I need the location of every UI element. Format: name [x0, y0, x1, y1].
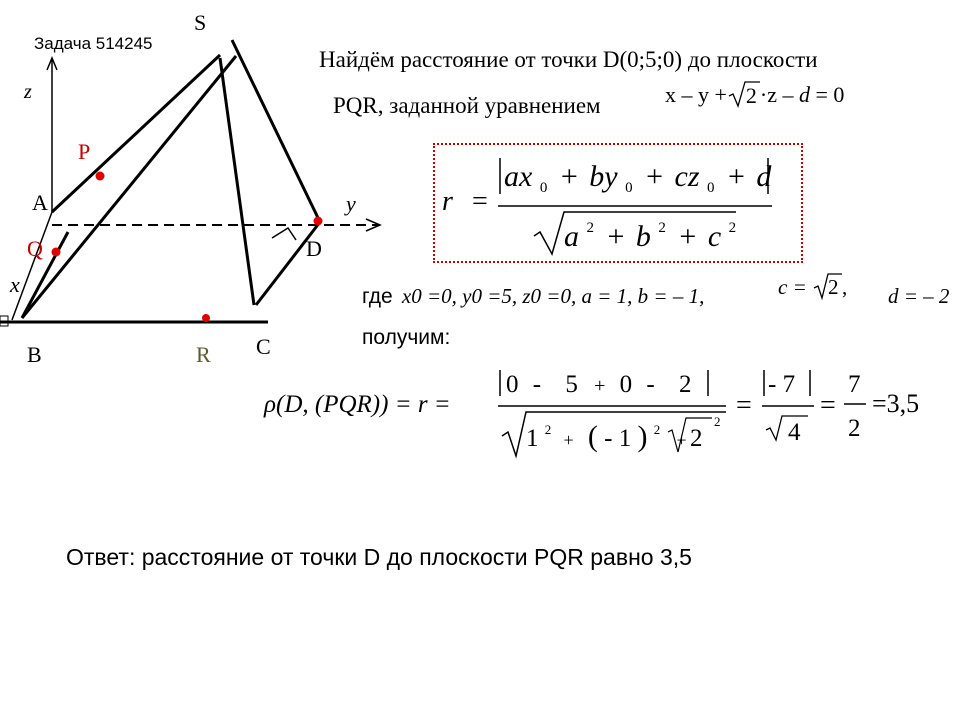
- res-den-pow2: 2: [653, 422, 661, 437]
- num-plus3: +: [728, 160, 745, 193]
- label-A: A: [32, 190, 48, 215]
- where-prefix: где: [362, 285, 393, 308]
- res-num-plus: +: [594, 375, 606, 397]
- frac2-num: - 7: [768, 371, 796, 398]
- c-value: [778, 274, 847, 300]
- frac3-num: 7: [848, 371, 861, 398]
- label-Q: Q: [27, 236, 43, 261]
- d-value: d = – 2: [888, 284, 950, 308]
- label-C: C: [256, 334, 271, 359]
- c-radicand: 2: [828, 275, 839, 299]
- svg-text:ax 0 + by: [504, 160, 772, 199]
- label-R: R: [196, 342, 211, 367]
- frac2-sqrt: [766, 416, 808, 440]
- label-S: S: [194, 10, 207, 35]
- label-B: B: [27, 342, 42, 367]
- result-computation: [262, 360, 942, 460]
- edge-base-to-S: [22, 56, 236, 318]
- frac3-den: 2: [848, 415, 861, 442]
- num-cz-sub: 0: [707, 180, 715, 196]
- num-cz: cz: [674, 160, 700, 193]
- den-c-pow: 2: [728, 220, 737, 236]
- res-den-plus1: +: [563, 430, 574, 450]
- res-num-minus1: -: [532, 371, 542, 398]
- edge-D-C: [256, 222, 320, 305]
- formula-r: r: [442, 186, 453, 217]
- point-Q: [52, 248, 61, 257]
- den-plus2: +: [679, 220, 697, 253]
- eq-right-b: = 0: [815, 82, 845, 107]
- res-num-minus2: -: [646, 371, 655, 398]
- c-eq: c =: [778, 275, 812, 299]
- res-final: =3,5: [872, 389, 920, 418]
- edge-S-D: [232, 40, 320, 222]
- res-den-close: ): [637, 420, 648, 453]
- plane-equation: [665, 82, 844, 108]
- den-a: a: [564, 220, 579, 253]
- den-b: b: [635, 220, 651, 253]
- edge-S-C: [220, 58, 254, 305]
- eq-var-d: d: [799, 82, 811, 107]
- res-den-neg1: - 1: [604, 425, 632, 452]
- point-P: [96, 172, 105, 181]
- formula-eq: =: [472, 186, 488, 217]
- res-num-2: 2: [678, 371, 692, 398]
- where-line: [362, 284, 704, 309]
- edge-A-S-upper: [52, 55, 220, 212]
- where-values: x0 =0, y0 =5, z0 =0, a = 1, b = – 1,: [401, 284, 705, 308]
- num-plus2: +: [646, 160, 663, 193]
- right-angle-mark: [272, 228, 296, 240]
- label-z: z: [24, 81, 32, 103]
- eq-radicand: 2: [745, 83, 757, 108]
- eq-sqrt: [727, 82, 760, 108]
- num-plus1: +: [560, 160, 578, 193]
- num-by-sub: 0: [625, 180, 633, 196]
- num-ax: ax: [504, 160, 533, 193]
- res-num-0b: 0: [619, 371, 633, 398]
- res-den-plus2: +: [676, 430, 687, 450]
- res-den-open: (: [587, 420, 598, 453]
- res-num-0a: 0: [506, 371, 519, 398]
- num-by: by: [589, 160, 618, 193]
- answer-text: Ответ: расстояние от точки D до плоскости PQR равно 3,5: [66, 544, 692, 570]
- c-tail: ,: [842, 275, 848, 299]
- label-D: D: [306, 236, 322, 261]
- eq-right-a: ·z –: [759, 82, 794, 107]
- num-ax-sub: 0: [539, 180, 548, 196]
- res-eq3: =: [820, 390, 836, 421]
- svg-text:a 2 + b: [564, 206, 736, 253]
- res-den-pow3: 2: [714, 414, 721, 429]
- c-sqrt: [812, 274, 842, 300]
- den-plus1: +: [607, 220, 625, 253]
- res-den-pow1: 2: [544, 422, 552, 437]
- task-label: Задача 514245: [34, 34, 153, 53]
- point-R: [202, 314, 210, 322]
- rho-expression: ρ(D, (PQR)) = r =: [264, 391, 451, 418]
- heading-line1: Найдём расстояние от точки D(0;5;0) до плоскости: [319, 47, 818, 72]
- den-a-pow: 2: [586, 220, 594, 236]
- den-b-pow: 2: [658, 220, 666, 236]
- svg-text:0 - 5 +: [506, 371, 691, 398]
- point-D: [314, 217, 323, 226]
- res-num-5: 5: [565, 371, 578, 398]
- label-x: x: [10, 272, 20, 297]
- we-get-label: получим:: [362, 326, 451, 349]
- res-den-rad: 2: [690, 425, 703, 452]
- den-c: c: [707, 220, 722, 253]
- svg-text:1 2 + (: [526, 413, 687, 453]
- frac2-den: 4: [788, 419, 801, 446]
- res-den-1: 1: [526, 425, 539, 452]
- res-eq2: =: [736, 390, 752, 421]
- heading-line2: PQR, заданной уравнением: [333, 93, 601, 118]
- label-y: y: [346, 191, 356, 216]
- distance-formula: [436, 146, 800, 260]
- eq-left: x – y +: [665, 82, 727, 107]
- label-P: P: [78, 139, 91, 164]
- num-d: d: [756, 160, 772, 193]
